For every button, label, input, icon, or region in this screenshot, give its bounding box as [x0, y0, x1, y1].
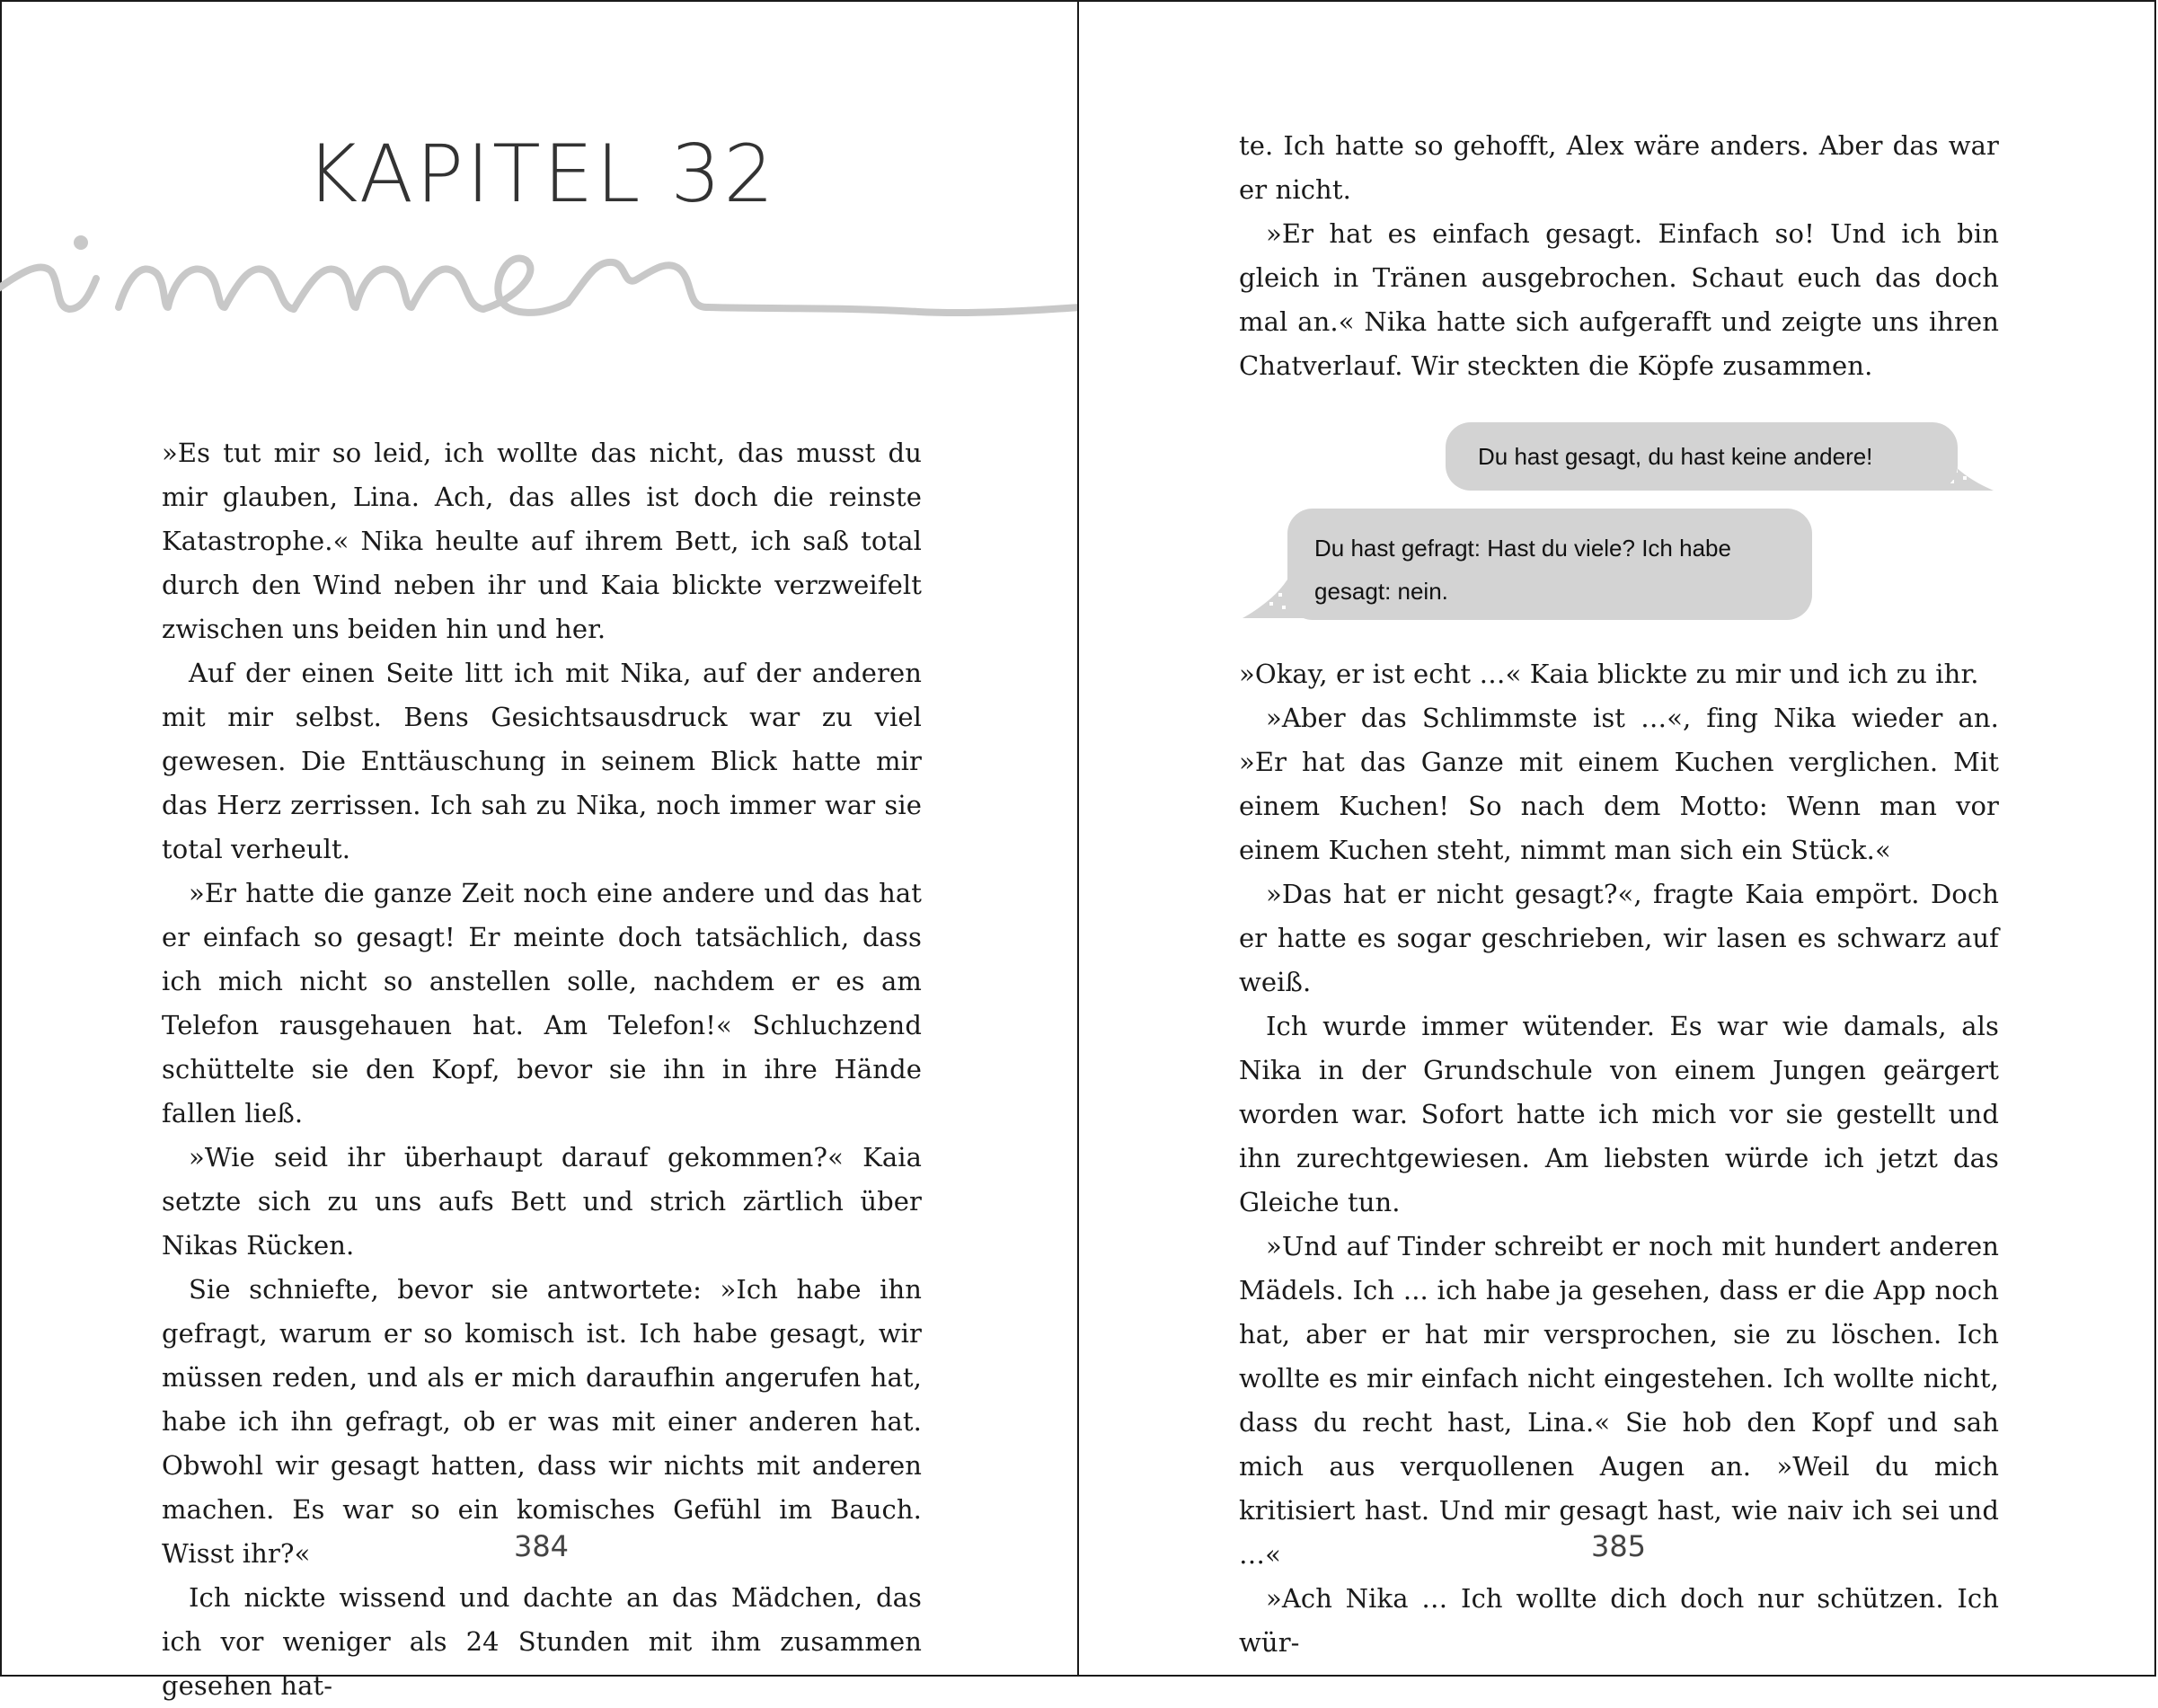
left-body-text	[162, 431, 922, 1708]
paragraph: te. Ich hatte so gehofft, Alex wäre anders. Aber das war er nicht.	[1239, 130, 1999, 205]
left-page	[0, 0, 1079, 1701]
page-number: 385	[1590, 1529, 1647, 1563]
paragraph: »Er hat es einfach gesagt. Einfach so! Und ich bin gleich in Tränen ausgebrochen. Schaut euch das doch mal an.« Nika hatte sich aufgerafft und zeigte uns ihren Chatverlauf. Wir steckten die Köpfe zusammen.	[1239, 218, 1999, 381]
chat-bubble-incoming	[1287, 509, 1812, 620]
chapter-title: KAPITEL 32	[305, 128, 777, 220]
right-body-text-bottom	[1239, 652, 1999, 1665]
paragraph: »Wie seid ihr überhaupt darauf gekommen?« Kaia setzte sich zu uns aufs Bett und strich zärtlich über Nikas Rücken.	[162, 1142, 922, 1261]
chat-message-outgoing: Du hast gesagt, du hast keine andere!	[1478, 443, 1873, 470]
paragraph: »Und auf Tinder schreibt er noch mit hundert anderen Mädels. Ich ... ich habe ja gesehen, dass er die App noch hat, aber er hat mir versprochen, sie zu löschen. Ich wollte es mir einfach nicht eingestehen. Ich wollte nicht, dass du recht hast, Lina.« Sie hob den Kopf und sah mich aus verquollenen Augen an. »Weil du mich kritisiert hast. Und mir gesagt hast, wie naiv ich sei und …«	[1239, 1231, 1999, 1570]
paragraph: Auf der einen Seite litt ich mit Nika, auf der anderen mit mir selbst. Bens Gesichtsausdruck war zu viel gewesen. Die Enttäuschung in seinem Blick hatte mir das Herz zerrissen. Ich sah zu Nika, noch immer war sie total verheult.	[162, 658, 922, 864]
paragraph: »Aber das Schlimmste ist …«, fing Nika wieder an. »Er hat das Ganze mit einem Kuchen verglichen. Mit einem Kuchen! So nach dem Motto: Wenn man vor einem Kuchen steht, nimmt man sich ein Stück.«	[1239, 703, 1999, 865]
paragraph: »Es tut mir so leid, ich wollte das nicht, das musst du mir glauben, Lina. Ach, das alles ist doch die reinste Katastrophe.« Nika heulte auf ihrem Bett, ich saß total durch den Wind neben ihr und Kaia blickte verzweifelt zwischen uns beiden hin und her.	[162, 438, 922, 644]
chat-message-incoming: Du hast gefragt: Hast du viele? Ich habe gesagt: nein.	[1314, 535, 1731, 605]
paragraph: Ich nickte wissend und dachte an das Mädchen, das ich vor weniger als 24 Stunden mit ihm zusammen gesehen hat-	[162, 1582, 922, 1701]
chat-bubble-outgoing	[1446, 422, 1958, 491]
paragraph: Sie schniefte, bevor sie antwortete: »Ich habe ihn gefragt, warum er so komisch ist. Ich habe gesagt, wir müssen reden, und als er mich daraufhin angerufen hat, habe ich ihn gefragt, ob er was mit einer anderen hat. Obwohl wir gesagt hatten, dass wir nichts mit anderen machen. Es war so ein komisches Gefühl im Bauch. Wisst ihr?«	[162, 1274, 922, 1569]
paragraph: »Das hat er nicht gesagt?«, fragte Kaia empört. Doch er hatte es sogar geschrieben, wir lasen es schwarz auf weiß.	[1239, 879, 1999, 997]
paragraph: »Ach Nika … Ich wollte dich doch nur schützen. Ich wür-	[1239, 1583, 1999, 1658]
page-number: 384	[513, 1529, 570, 1563]
chat-history	[1079, 2, 2158, 685]
paragraph: »Er hatte die ganze Zeit noch eine andere und das hat er einfach so gesagt! Er meinte doch tatsächlich, dass ich mich nicht so anstellen solle, nachdem er es am Telefon rausgehauen hat. Am Telefon!« Schluchzend schüttelte sie den Kopf, bevor sie ihn in ihre Hände fallen ließ.	[162, 878, 922, 1128]
paragraph: »Okay, er ist echt …« Kaia blickte zu mir und ich zu ihr.	[1239, 659, 1979, 689]
paragraph: Ich wurde immer wütender. Es war wie damals, als Nika in der Grundschule von einem Jungen geärgert worden war. Sofort hatte ich mich vor sie gestellt und ihn zurechtgewiesen. Am liebsten würde ich jetzt das Gleiche tun.	[1239, 1011, 1999, 1217]
right-page	[1077, 0, 2156, 1677]
script-word-immer	[0, 173, 1081, 352]
